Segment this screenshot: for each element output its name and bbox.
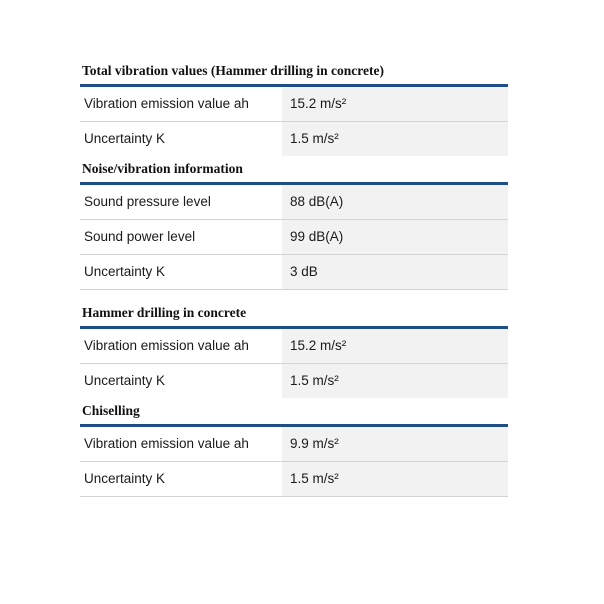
table-row xyxy=(80,122,508,156)
section-gap xyxy=(80,290,508,300)
spec-sheet xyxy=(80,58,508,497)
row-value: 15.2 m/s² xyxy=(282,329,508,363)
section-hammer-drilling xyxy=(80,300,508,398)
section-noise-vibration xyxy=(80,156,508,290)
section-title: Total vibration values (Hammer drilling in concrete) xyxy=(82,63,384,78)
row-value: 3 dB xyxy=(282,255,508,289)
row-label: Uncertainty K xyxy=(80,364,282,398)
table-row xyxy=(80,255,508,290)
row-label: Sound power level xyxy=(80,220,282,254)
row-value: 1.5 m/s² xyxy=(282,462,508,496)
row-label: Uncertainty K xyxy=(80,462,282,496)
table-row xyxy=(80,364,508,398)
row-label: Vibration emission value ah xyxy=(80,329,282,363)
row-value: 88 dB(A) xyxy=(282,185,508,219)
row-label: Sound pressure level xyxy=(80,185,282,219)
row-value: 99 dB(A) xyxy=(282,220,508,254)
row-label: Vibration emission value ah xyxy=(80,427,282,461)
table-row xyxy=(80,185,508,220)
row-value: 1.5 m/s² xyxy=(282,364,508,398)
row-label: Vibration emission value ah xyxy=(80,87,282,121)
row-value: 15.2 m/s² xyxy=(282,87,508,121)
table-row xyxy=(80,220,508,255)
row-value: 1.5 m/s² xyxy=(282,122,508,156)
section-total-vibration xyxy=(80,58,508,156)
section-title: Noise/vibration information xyxy=(82,161,243,176)
table-row xyxy=(80,462,508,497)
section-chiselling xyxy=(80,398,508,497)
section-title: Chiselling xyxy=(82,403,140,418)
table-row xyxy=(80,329,508,364)
row-value: 9.9 m/s² xyxy=(282,427,508,461)
table-row xyxy=(80,427,508,462)
row-label: Uncertainty K xyxy=(80,255,282,289)
row-label: Uncertainty K xyxy=(80,122,282,156)
section-title: Hammer drilling in concrete xyxy=(82,305,247,320)
table-row xyxy=(80,87,508,122)
